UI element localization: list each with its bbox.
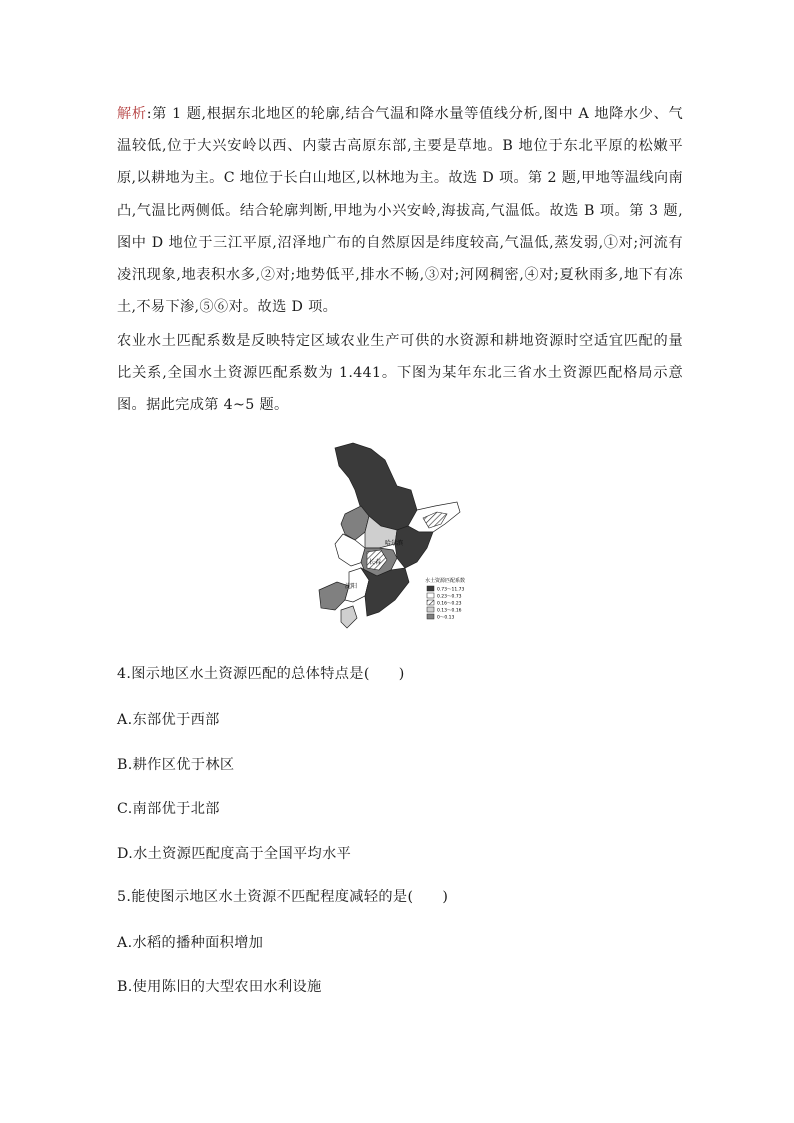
region-east-dark xyxy=(395,526,433,568)
question-5-option-b[interactable]: B.使用陈旧的大型农田水利设施 xyxy=(117,979,322,995)
question-4-option-c[interactable]: C.南部优于北部 xyxy=(117,801,220,817)
map-svg xyxy=(305,440,490,635)
analysis-paragraph xyxy=(117,98,683,323)
legend-swatch-5 xyxy=(427,614,434,619)
legend-title: 水土资源匹配系数 xyxy=(425,578,466,584)
map-legend xyxy=(425,577,465,621)
legend-label-1: 0.73～11.73 xyxy=(437,587,465,593)
city-shenyang-label: 沈阳 xyxy=(345,583,358,590)
water-land-matching-map xyxy=(305,440,490,635)
region-southeast-dark xyxy=(361,568,409,616)
legend-label-2: 0.23～0.73 xyxy=(437,594,462,600)
analysis-text: :第 1 题,根据东北地区的轮廓,结合气温和降水量等值线分析,图中 A 地降水少、气温较低,位于大兴安岭以西、内蒙古高原东部,主要是草地。B 地位于东北平原的松嫩平原,以耕地为主。C 地位于长白山地区,以林地为主。故选 D 项。第 2 题,甲地等温线向南凸,气温比两侧低。结合轮廓判断,甲地为小兴安岭,海拔高,气温低。故选 B 项。第 3 题,图中 D 地位于三江平原,沼泽地广布的自然原因是纬度较高,气温低,蒸发弱,①对;河流有凌汛现象,地表积水多,②对;地势低平,排水不畅,③对;河网稠密,④对;夏秋雨多,地下有冻土,不易下渗,⑤⑥对。故选 D 项。 xyxy=(117,106,684,316)
legend-swatch-2 xyxy=(427,593,434,598)
question-4-option-b[interactable]: B.耕作区优于林区 xyxy=(117,757,235,773)
city-harbin-label: 哈尔滨 xyxy=(385,540,404,547)
legend-swatch-1 xyxy=(427,586,434,591)
question-4-option-a[interactable]: A.东部优于西部 xyxy=(117,712,220,728)
legend-label-3: 0.16～0.23 xyxy=(437,601,462,607)
region-south-tip xyxy=(341,606,357,628)
region-west-white xyxy=(335,534,365,566)
legend-swatch-3 xyxy=(427,600,434,605)
question-4-stem: 4.图示地区水土资源匹配的总体特点是( ) xyxy=(117,666,405,682)
question-4-option-d[interactable]: D.水土资源匹配度高于全国平均水平 xyxy=(117,846,352,862)
legend-label-5: 0～0.13 xyxy=(437,615,455,621)
city-changchun-label: 长春 xyxy=(369,559,382,566)
legend-swatch-4 xyxy=(427,607,434,612)
question-5-stem: 5.能使图示地区水土资源不匹配程度减轻的是( ) xyxy=(117,889,449,905)
question-5-option-a[interactable]: A.水稻的播种面积增加 xyxy=(117,935,264,951)
intro-paragraph: 农业水土匹配系数是反映特定区域农业生产可供的水资源和耕地资源时空适宜匹配的量比关系,全国水土资源匹配系数为 1.441。下图为某年东北三省水土资源匹配格局示意图。据此完成第 4~5 题。 xyxy=(117,333,683,414)
legend-label-4: 0.13～0.16 xyxy=(437,608,462,614)
analysis-tag: 解析 xyxy=(117,106,147,122)
